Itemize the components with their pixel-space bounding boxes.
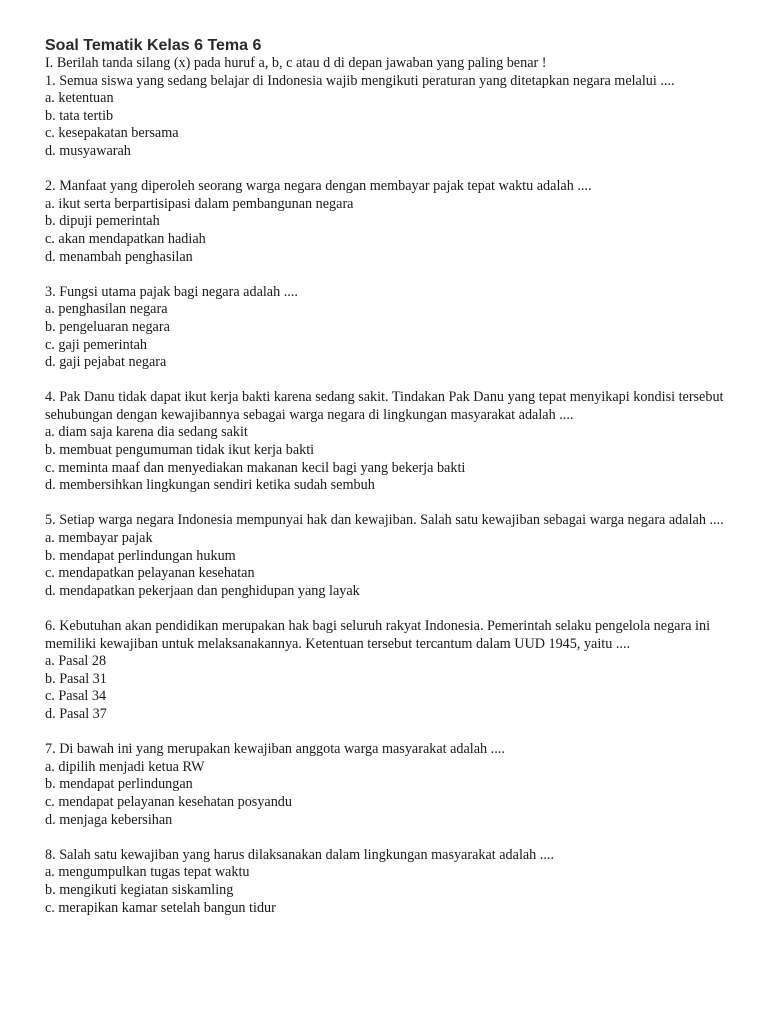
option-a: a. diam saja karena dia sedang sakit bbox=[45, 424, 248, 441]
option-b: b. tata tertib bbox=[45, 107, 114, 124]
option-b: b. membuat pengumuman tidak ikut kerja bakti bbox=[45, 442, 315, 459]
option-a: a. penghasilan negara bbox=[45, 301, 168, 318]
question-text: 4. Pak Danu tidak dapat ikut kerja bakti karena sedang sakit. Tindakan Pak Danu yang tepat menyikapi kondisi tersebut sehubungan dengan kewajibannya sebagai warga negara di lingkungan masyarakat adalah .... bbox=[45, 389, 724, 423]
option-a: a. mengumpulkan tugas tepat waktu bbox=[45, 864, 250, 881]
option-a: a. dipilih menjadi ketua RW bbox=[45, 758, 205, 775]
question-text: 3. Fungsi utama pajak bagi negara adalah .... bbox=[45, 283, 298, 300]
question-8 bbox=[45, 847, 735, 917]
option-d: d. menambah penghasilan bbox=[45, 248, 193, 265]
option-d: d. gaji pejabat negara bbox=[45, 354, 167, 371]
question-text: 2. Manfaat yang diperoleh seorang warga negara dengan membayar pajak tepat waktu adalah .... bbox=[45, 178, 592, 195]
document-content bbox=[45, 37, 735, 935]
question-5 bbox=[45, 512, 735, 600]
question-2 bbox=[45, 178, 735, 266]
option-c: c. mendapatkan pelayanan kesehatan bbox=[45, 565, 255, 582]
option-d: d. menjaga kebersihan bbox=[45, 811, 173, 828]
option-c: c. meminta maaf dan menyediakan makanan kecil bagi yang bekerja bakti bbox=[45, 459, 466, 476]
question-6 bbox=[45, 618, 735, 724]
option-b: b. pengeluaran negara bbox=[45, 318, 170, 335]
question-7 bbox=[45, 741, 735, 829]
option-c: c. kesepakatan bersama bbox=[45, 125, 179, 142]
question-text: 6. Kebutuhan akan pendidikan merupakan hak bagi seluruh rakyat Indonesia. Pemerintah selaku pengelola negara ini memiliki kewajiban untuk melaksanakannya. Ketentuan tersebut tercantum dalam UUD 1945, yaitu .... bbox=[45, 618, 711, 652]
option-c: c. merapikan kamar setelah bangun tidur bbox=[45, 899, 276, 916]
option-b: b. Pasal 31 bbox=[45, 670, 107, 687]
option-c: c. Pasal 34 bbox=[45, 688, 107, 705]
question-4 bbox=[45, 389, 735, 495]
question-text: 5. Setiap warga negara Indonesia mempunyai hak dan kewajiban. Salah satu kewajiban sebagai warga negara adalah .... bbox=[45, 512, 724, 529]
question-text: 8. Salah satu kewajiban yang harus dilaksanakan dalam lingkungan masyarakat adalah .... bbox=[45, 846, 555, 863]
option-b: b. mendapat perlindungan bbox=[45, 776, 193, 793]
option-d: d. musyawarah bbox=[45, 142, 131, 159]
instruction-text: I. Berilah tanda silang (x) pada huruf a, b, c atau d di depan jawaban yang paling benar ! bbox=[45, 55, 547, 71]
option-c: c. gaji pemerintah bbox=[45, 336, 148, 353]
option-d: d. Pasal 37 bbox=[45, 705, 107, 722]
question-3 bbox=[45, 284, 735, 372]
document-title: Soal Tematik Kelas 6 Tema 6 bbox=[45, 37, 262, 54]
option-d: d. mendapatkan pekerjaan dan penghidupan yang layak bbox=[45, 582, 360, 599]
question-1 bbox=[45, 73, 735, 161]
option-a: a. ikut serta berpartisipasi dalam pembangunan negara bbox=[45, 195, 354, 212]
question-text: 7. Di bawah ini yang merupakan kewajiban anggota warga masyarakat adalah .... bbox=[45, 741, 505, 758]
option-c: c. akan mendapatkan hadiah bbox=[45, 230, 206, 247]
option-a: a. Pasal 28 bbox=[45, 653, 107, 670]
question-text: 1. Semua siswa yang sedang belajar di Indonesia wajib mengikuti peraturan yang ditetapkan negara melalui .... bbox=[45, 72, 675, 89]
option-a: a. ketentuan bbox=[45, 90, 114, 107]
option-b: b. mendapat perlindungan hukum bbox=[45, 547, 236, 564]
option-d: d. membersihkan lingkungan sendiri ketika sudah sembuh bbox=[45, 477, 375, 494]
option-c: c. mendapat pelayanan kesehatan posyandu bbox=[45, 793, 292, 810]
option-b: b. dipuji pemerintah bbox=[45, 213, 160, 230]
option-b: b. mengikuti kegiatan siskamling bbox=[45, 881, 234, 898]
option-a: a. membayar pajak bbox=[45, 530, 153, 547]
